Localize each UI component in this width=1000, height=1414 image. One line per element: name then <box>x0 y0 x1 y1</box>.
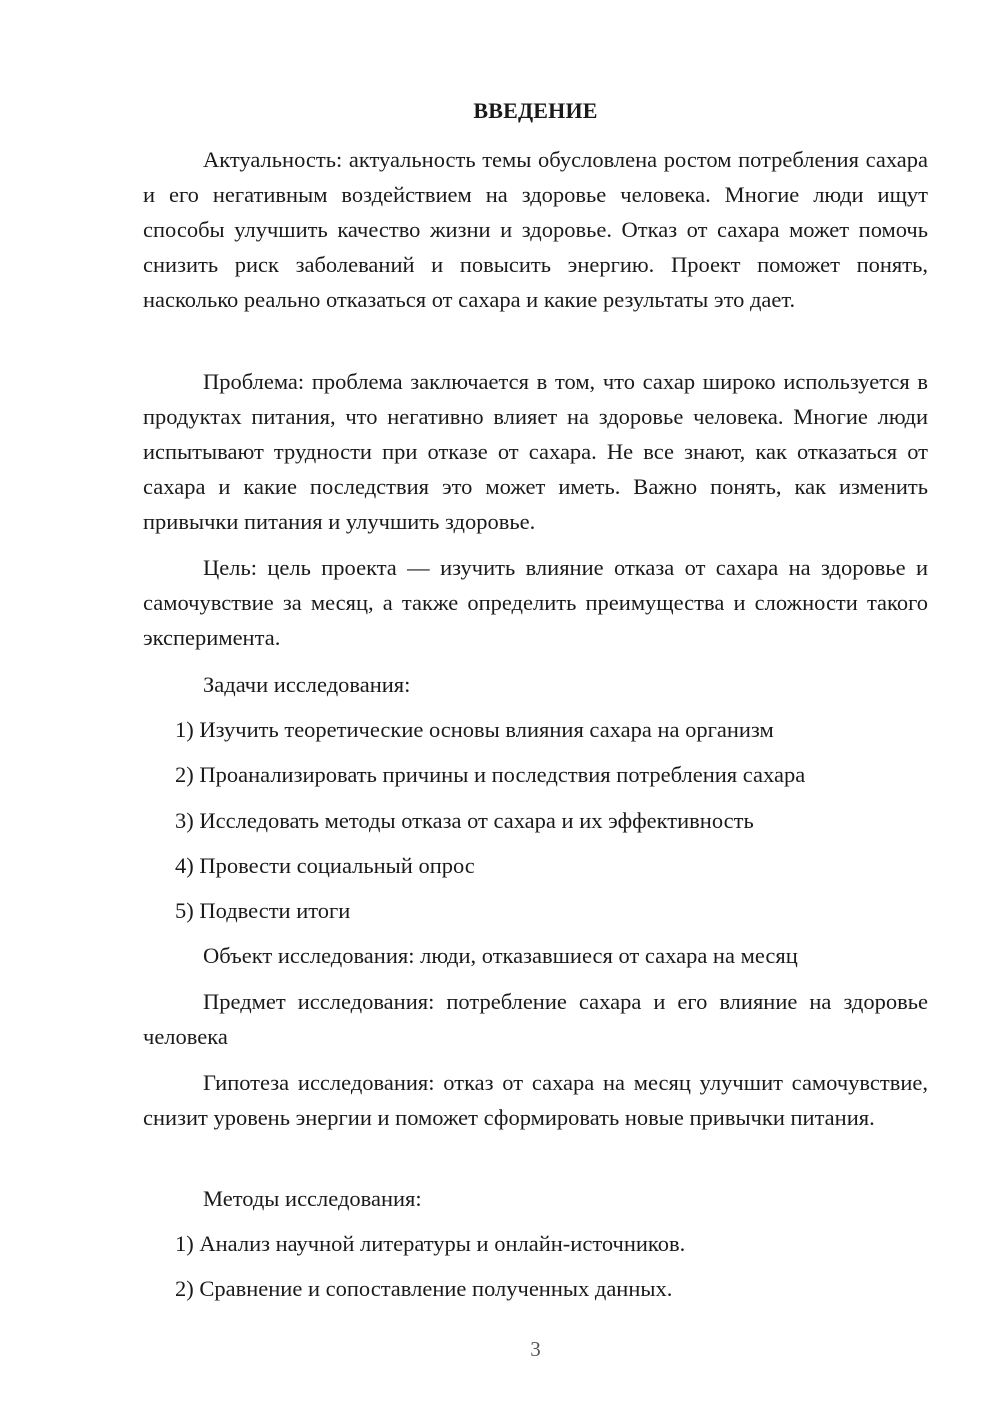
object-paragraph: Объект исследования: люди, отказавшиеся от сахара на месяц <box>203 943 798 968</box>
task-item-4: 4) Провести социальный опрос <box>175 853 475 878</box>
methods-heading: Методы исследования: <box>203 1186 422 1211</box>
method-item-1: 1) Анализ научной литературы и онлайн-источников. <box>175 1231 686 1256</box>
hypothesis-paragraph: Гипотеза исследования: отказ от сахара на месяц улучшит самочувствие, снизит уровень энергии и поможет сформировать новые привычки питания. <box>143 1070 928 1130</box>
task-item-2: 2) Проанализировать причины и последствия потребления сахара <box>175 762 806 787</box>
goal-paragraph: Цель: цель проекта — изучить влияние отказа от сахара на здоровье и самочувствие за месяц, а также определить преимущества и сложности такого эксперимента. <box>143 555 928 650</box>
section-title: ВВЕДЕНИЕ <box>473 98 598 123</box>
document-page <box>143 0 928 1414</box>
method-item-2: 2) Сравнение и сопоставление полученных данных. <box>175 1276 673 1301</box>
problem-paragraph: Проблема: проблема заключается в том, что сахар широко используется в продуктах питания, что негативно влияет на здоровье человека. Многие люди испытывают трудности при отказе от сахара. Не все знают, как отказаться от сахара и какие последствия это может иметь. Важно понять, как изменить привычки питания и улучшить здоровье. <box>143 369 928 534</box>
subject-paragraph: Предмет исследования: потребление сахара и его влияние на здоровье человека <box>143 989 928 1049</box>
relevance-paragraph: Актуальность: актуальность темы обусловлена ростом потребления сахара и его негативным воздействием на здоровье человека. Многие люди ищут способы улучшить качество жизни и здоровье. Отказ от сахара может помочь снизить риск заболеваний и повысить энергию. Проект поможет понять, насколько реально отказаться от сахара и какие результаты это дает. <box>143 147 928 312</box>
task-item-1: 1) Изучить теоретические основы влияния сахара на организм <box>175 717 774 742</box>
task-item-5: 5) Подвести итоги <box>175 898 351 923</box>
page-number: 3 <box>530 1337 541 1361</box>
tasks-heading: Задачи исследования: <box>203 672 411 697</box>
task-item-3: 3) Исследовать методы отказа от сахара и их эффективность <box>175 808 754 833</box>
